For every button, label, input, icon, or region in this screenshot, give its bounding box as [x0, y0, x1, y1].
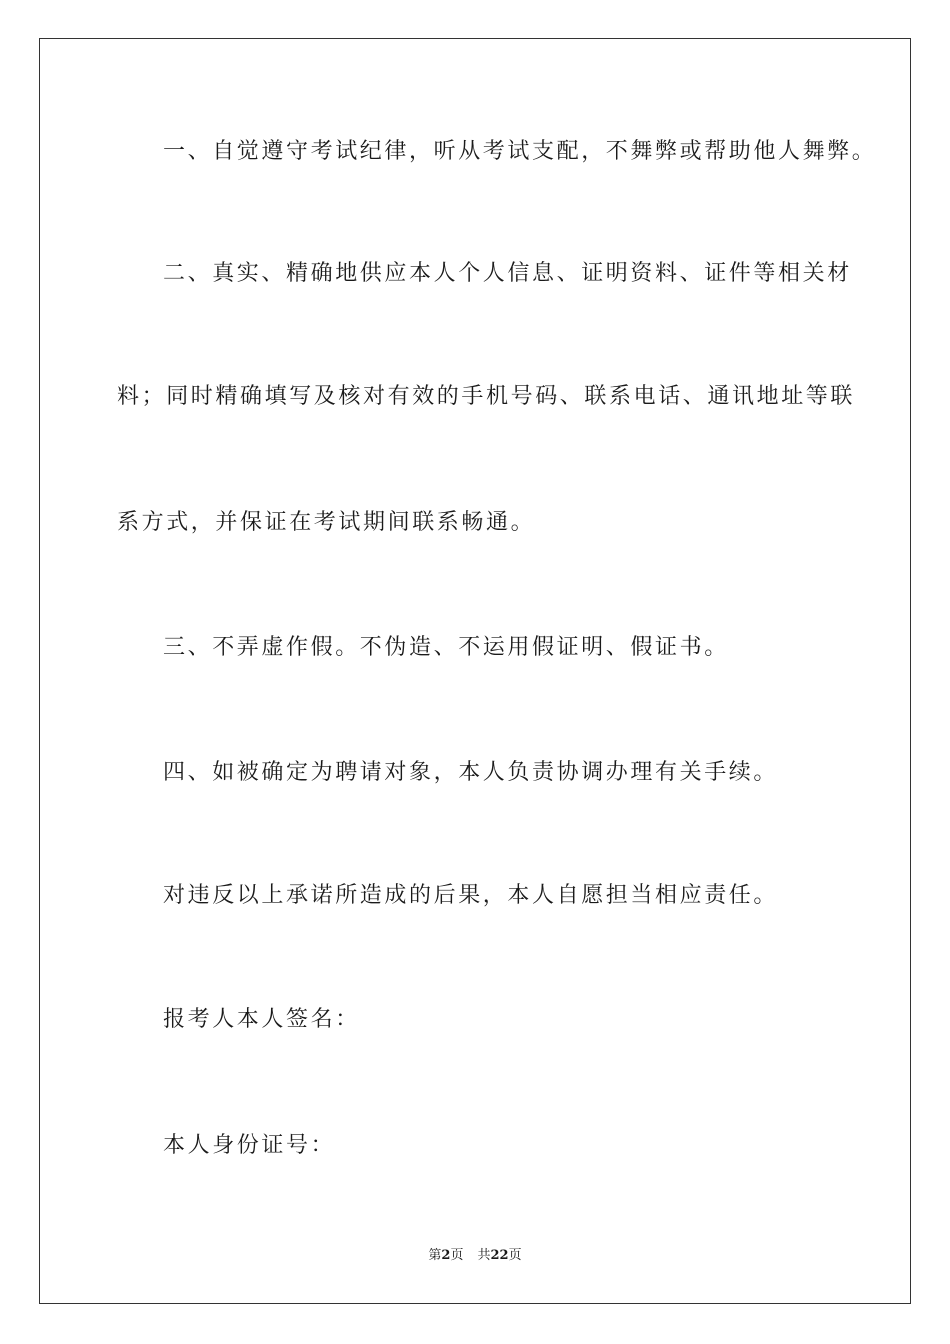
page-number: 2	[441, 1248, 451, 1263]
signature-label: 报考人本人签名：	[163, 1007, 360, 1032]
paragraph-line-2: 二、真实、精确地供应本人个人信息、证明资料、证件等相关材	[163, 261, 852, 286]
page-prefix: 第	[428, 1248, 442, 1263]
paragraph-line-1: 一、自觉遵守考试纪律，听从考试支配，不舞弊或帮助他人舞弊。	[163, 139, 877, 164]
paragraph-line-7: 对违反以上承诺所造成的后果，本人自愿担当相应责任。	[163, 883, 779, 908]
page-frame	[39, 38, 911, 1304]
total-pages: 22	[490, 1248, 509, 1263]
total-prefix: 共	[477, 1248, 491, 1263]
page-suffix: 页	[450, 1248, 464, 1263]
paragraph-line-3: 料；同时精确填写及核对有效的手机号码、联系电话、通讯地址等联	[117, 384, 856, 409]
paragraph-line-6: 四、如被确定为聘请对象，本人负责协调办理有关手续。	[163, 760, 779, 785]
total-suffix: 页	[508, 1248, 522, 1263]
paragraph-line-4: 系方式，并保证在考试期间联系畅通。	[117, 510, 536, 535]
paragraph-line-5: 三、不弄虚作假。不伪造、不运用假证明、假证书。	[163, 635, 729, 660]
id-number-label: 本人身份证号：	[163, 1133, 336, 1158]
page-footer	[0, 1247, 950, 1265]
